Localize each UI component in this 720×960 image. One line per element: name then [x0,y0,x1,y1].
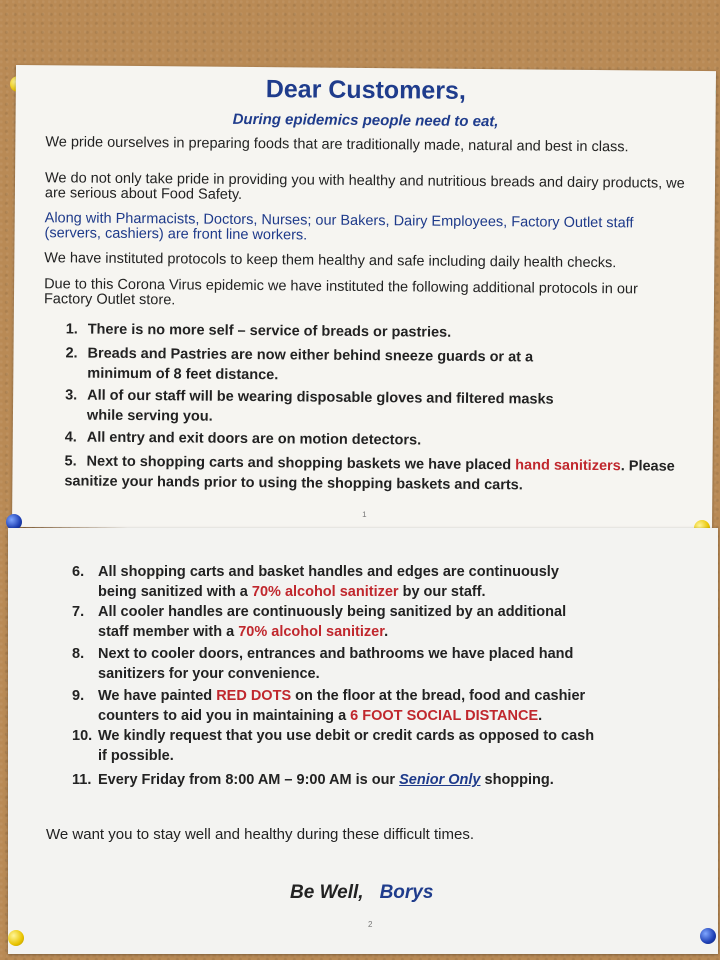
paragraph-front-line: Along with Pharmacists, Doctors, Nurses; our Bakers, Dairy Employees, Factory Outlet staff (servers, cashiers) are front line workers. [44,210,634,244]
list-item: 6. All shopping carts and basket handles and edges are continuously being sanitized with a 70% alcohol sanitizer by our staff. [72,564,559,600]
closing-message: We want you to stay well and healthy during these difficult times. [46,826,475,843]
list-item: 2. Breads and Pastries are now either behind sneeze guards or at a minimum of 8 feet distance. [65,345,534,384]
list-item: 8. Next to cooler doors, entrances and bathrooms we have placed hand sanitizers for your convenience. [72,646,574,682]
notice-page-2 [8,528,718,954]
page-number: 1 [362,509,367,520]
list-item: 9. We have painted RED DOTS on the floor at the bread, food and cashier counters to aid you in maintaining a 6 FOOT SOCIAL DISTANCE. [72,688,586,724]
blue-pushpin-icon [700,928,716,944]
paragraph-protocols: We have instituted protocols to keep them healthy and safe including daily health checks. [44,250,617,272]
list-item: 7. All cooler handles are continuously being sanitized by an additional staff member with a 70% alcohol sanitizer. [72,604,567,640]
senior-only-link: Senior Only [399,772,481,788]
notice-page-1 [12,65,716,533]
list-item: 11. Every Friday from 8:00 AM – 9:00 AM is our Senior Only shopping. [72,772,554,788]
list-item: 3. All of our staff will be wearing disposable gloves and filtered masks while serving you. [65,387,554,425]
page-title: Dear Customers, [265,75,466,105]
page-number: 2 [368,920,373,929]
yellow-pushpin-icon [8,930,24,946]
paragraph-quality: We pride ourselves in preparing foods that are traditionally made, natural and best in class. [45,134,629,156]
paragraph-epidemic: Due to this Corona Virus epidemic we have instituted the following additional protocols in our Factory Outlet store. [43,276,638,309]
list-item: 10. We kindly request that you use debit or credit cards as opposed to cash if possible. [72,728,595,764]
list-item: 1. There is no more self – service of breads or pastries. [65,321,452,341]
subtitle: During epidemics people need to eat, [232,110,499,131]
list-item: 4. All entry and exit doors are on motion detectors. [64,429,422,449]
list-item: 5. Next to shopping carts and shopping baskets we have placed hand sanitizers. Please sanitize your hands prior to using the shopping baskets and carts. [64,453,675,494]
signature: Be Well, Borys [290,882,434,903]
paragraph-food-safety: We do not only take pride in providing you with healthy and nutritious breads and dairy products, we are serious about Food Safety. [44,170,685,203]
